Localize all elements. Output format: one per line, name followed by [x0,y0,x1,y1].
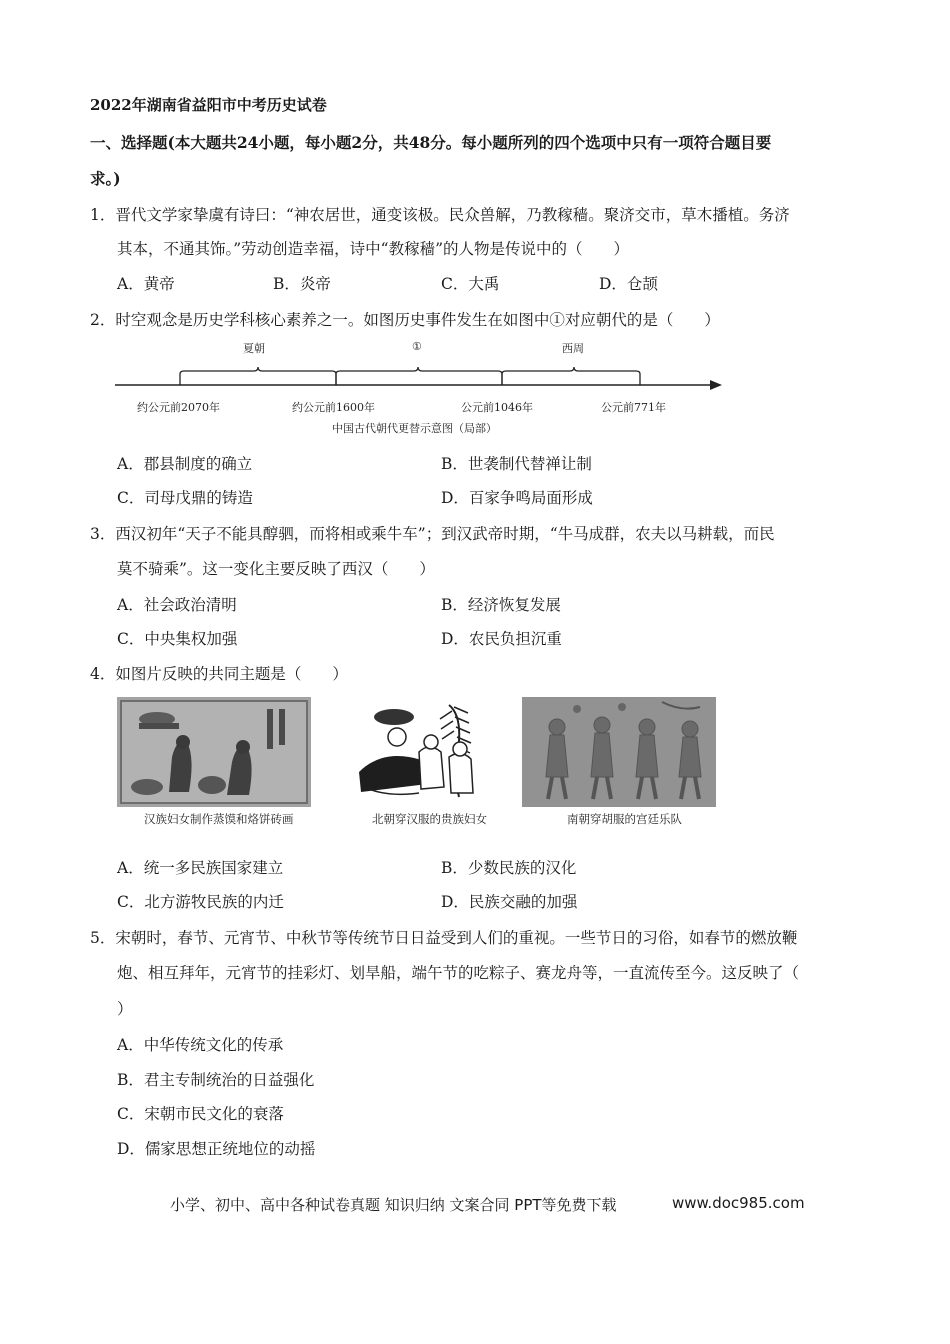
q1-stem-line2: 其本，不通其饰。”劳动创造幸福，诗中“教稼穑”的人物是传说中的（ ） [117,240,630,258]
q4-stem-line1: 4．如图片反映的共同主题是（ ） [90,665,348,683]
bracket-western-zhou [502,367,640,385]
noblewoman-image [349,697,507,807]
timeline-date-1: 约公元前2070年 [137,401,220,414]
q4-option-a[interactable]: A．统一多民族国家建立 [117,859,284,877]
q5-stem-line3: ） [117,1000,133,1018]
q1-stem-line1: 1．晋代文学家挚虞有诗曰：“神农居世，通变该极。民众兽解，乃教稼穑。聚济交市，草木播植。务济 [90,206,790,224]
q2-option-b[interactable]: B．世袭制代替禅让制 [441,455,592,473]
q4-caption-1: 汉族妇女制作蒸馍和烙饼砖画 [144,812,294,826]
q5-option-a[interactable]: A．中华传统文化的传承 [117,1036,284,1054]
dynasty-timeline-figure [110,336,740,440]
q2-option-a[interactable]: A．郡县制度的确立 [117,455,253,473]
q2-stem-line1: 2．时空观念是历史学科核心素养之一。如图历史事件发生在如图中①对应朝代的是（ ） [90,311,720,329]
bracket-period-1 [336,367,502,385]
timeline-date-2: 约公元前1600年 [292,401,375,414]
q5-option-d[interactable]: D．儒家思想正统地位的动摇 [117,1140,316,1158]
section-heading-line1: 一、选择题(本大题共24小题，每小题2分，共48分。每小题所列的四个选项中只有一项符合题目要 [90,133,772,152]
q4-option-d[interactable]: D．民族交融的加强 [441,893,578,911]
q1-option-d[interactable]: D．仓颉 [599,275,658,293]
q5-option-b[interactable]: B．君主专制统治的日益强化 [117,1071,315,1089]
q4-caption-3: 南朝穿胡服的宫廷乐队 [567,812,682,826]
bracket-xia [180,367,336,385]
q3-stem-line2: 莫不骑乘”。这一变化主要反映了西汉（ ） [117,560,435,578]
court-band-relief-image [522,697,716,807]
q2-option-c[interactable]: C．司母戊鼎的铸造 [117,489,253,507]
q3-option-c[interactable]: C．中央集权加强 [117,630,238,648]
q4-caption-2: 北朝穿汉服的贵族妇女 [372,812,487,826]
section-heading-line2: 求。) [90,169,121,188]
q4-option-b[interactable]: B．少数民族的汉化 [441,859,577,877]
timeline-arrow-icon [710,380,722,390]
exam-title: 2022年湖南省益阳市中考历史试卷 [90,96,327,114]
q5-option-c[interactable]: C．宋朝市民文化的衰落 [117,1105,284,1123]
q1-option-a[interactable]: A．黄帝 [117,275,175,293]
timeline-date-4: 公元前771年 [601,401,666,414]
timeline-period-xia: 夏朝 [243,342,265,355]
timeline-period-1: ① [412,340,422,353]
q5-stem-line1: 5．宋朝时，春节、元宵节、中秋节等传统节日日益受到人们的重视。一些节日的习俗，如春节的燃放鞭 [90,929,798,947]
q1-option-c[interactable]: C．大禹 [441,275,500,293]
timeline-period-western-zhou: 西周 [562,342,584,355]
q3-option-a[interactable]: A．社会政治清明 [117,596,237,614]
q1-option-b[interactable]: B．炎帝 [273,275,331,293]
q5-stem-line2: 炮、相互拜年，元宵节的挂彩灯、划旱船，端午节的吃粽子、赛龙舟等，一直流传至今。这反映了（ [117,964,800,982]
timeline-caption: 中国古代朝代更替示意图（局部） [332,422,497,435]
footer-promo-text: 小学、初中、高中各种试卷真题 知识归纳 文案合同 PPT等免费下载 [170,1196,617,1214]
q2-option-d[interactable]: D．百家争鸣局面形成 [441,489,593,507]
q3-stem-line1: 3．西汉初年“天子不能具醇驷，而将相或乘牛车”；到汉武帝时期，“牛马成群，农夫以马耕载，而民 [90,525,775,543]
footer-url-link[interactable]: www.doc985.com [672,1194,805,1212]
q3-option-d[interactable]: D．农民负担沉重 [441,630,562,648]
q4-option-c[interactable]: C．北方游牧民族的内迁 [117,893,284,911]
brick-painting-image [117,697,311,807]
timeline-date-3: 公元前1046年 [461,401,533,414]
q3-option-b[interactable]: B．经济恢复发展 [441,596,561,614]
